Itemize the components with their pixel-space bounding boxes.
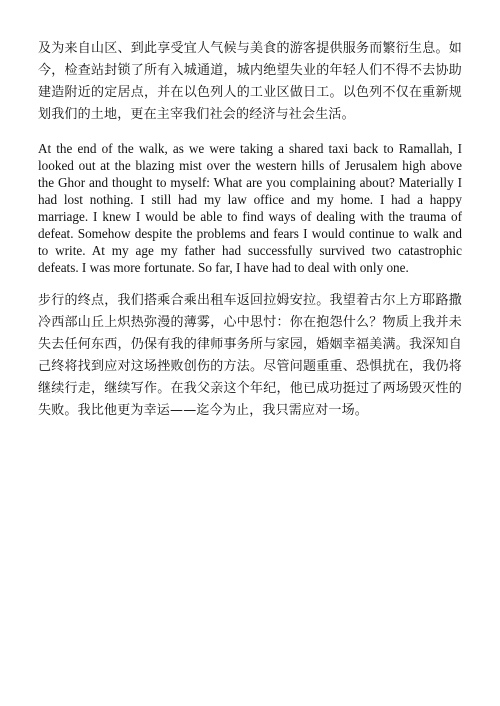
paragraph-chinese-intro: 及为来自山区、到此享受宜人气候与美食的游客提供服务而繁衍生息。如今，检查站封锁了所有入城通道，城内绝望失业的年轻人们不得不去协助建造附近的定居点，并在以色列人的工业区做日工。以色列不仅在重新规划我们的土地，更在主宰我们社会的经济与社会生活。 bbox=[38, 41, 462, 122]
paragraph-english-walk: At the end of the walk, as we were taking a shared taxi back to Ramallah, I looked out at the blazing mist over the western hills of Jerusalem high above the Ghor and thought to myself: What are you complaining about? Materially I had lost nothing. I still had my law office and my home. I had a happy marriage. I knew I would be able to find ways of dealing with the trauma of defeat. Somehow despite the problems and fears I would continue to walk and to write. At my age my father had successfully survived two catastrophic defeats. I was more fortunate. So far, I have had to deal with only one. bbox=[38, 141, 462, 275]
paragraph-chinese-walk: 步行的终点，我们搭乘合乘出租车返回拉姆安拉。我望着古尔上方耶路撒冷西部山丘上炽热弥漫的薄雾，心中思忖：你在抱怨什么？物质上我并未失去任何东西，仍保有我的律师事务所与家园，婚姻幸福美满。我深知自己终将找到应对这场挫败创伤的方法。尽管问题重重、恐惧扰在，我仍将继续行走，继续写作。在我父亲这个年纪，他已成功挺过了两场毁灭性的失败。我比他更为幸运——迄今为止，我只需应对一场。 bbox=[38, 293, 462, 418]
document-page bbox=[38, 38, 462, 422]
